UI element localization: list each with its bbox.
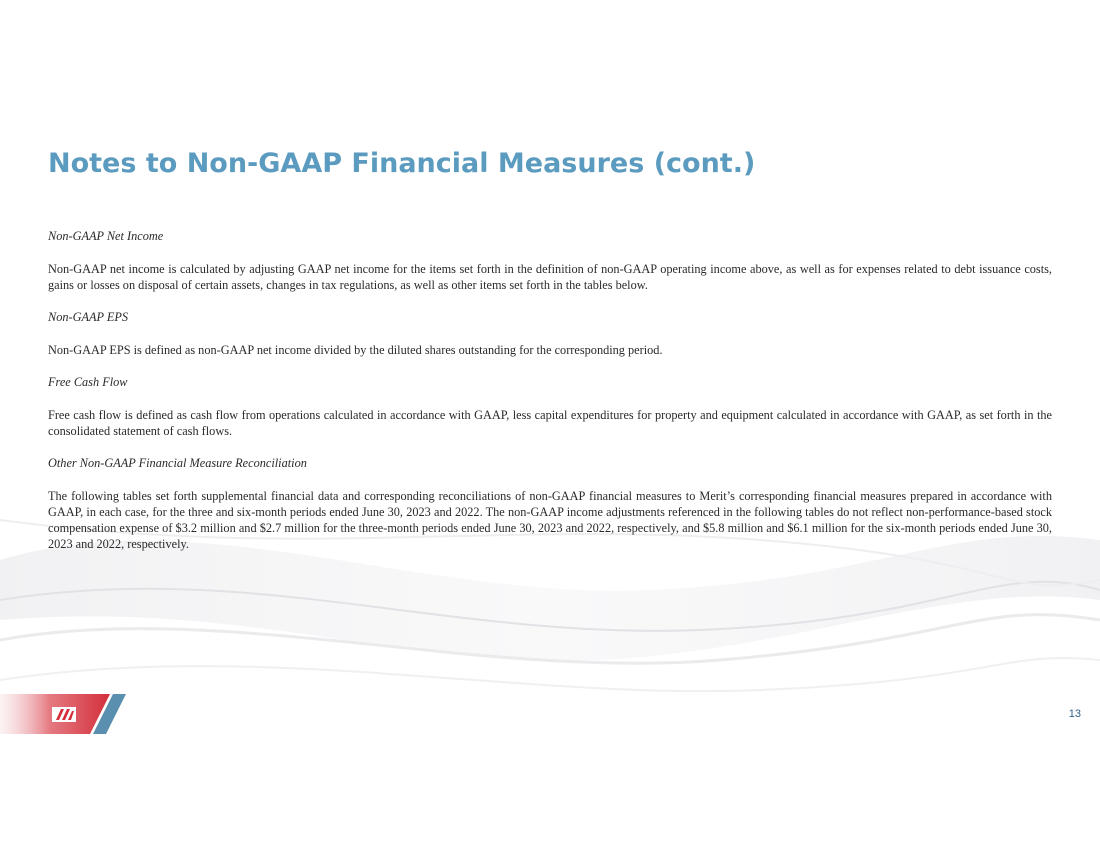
page-number: 13 xyxy=(1068,708,1081,720)
page-title: Notes to Non-GAAP Financial Measures (cont.) xyxy=(48,148,756,179)
notes-content xyxy=(48,228,1052,552)
section-body: Free cash flow is defined as cash flow from operations calculated in accordance with GAAP, less capital expenditures for property and equipment calculated in accordance with GAAP, as set forth in the consolidated statement of cash flows. xyxy=(48,408,1052,438)
section-heading: Free Cash Flow xyxy=(48,375,128,389)
section-heading: Non-GAAP Net Income xyxy=(48,229,164,243)
section-reconciliation xyxy=(48,455,1052,552)
section-net-income xyxy=(48,228,1052,293)
section-body: Non-GAAP EPS is defined as non-GAAP net income divided by the diluted shares outstanding for the corresponding period. xyxy=(48,343,663,357)
section-free-cash-flow xyxy=(48,374,1052,439)
section-body: The following tables set forth supplemental financial data and corresponding reconciliations of non-GAAP financial measures to Merit’s corresponding financial measures prepared in accordance with GAAP, in each case, for the three and six-month periods ended June 30, 2023 and 2022. The non-GAAP income adjustments referenced in the following tables do not reflect non-performance-based stock compensation expense of $3.2 million and $2.7 million for the three-month periods ended June 30, 2023 and 2022, respectively, and $5.8 million and $6.1 million for the six-month periods ended June 30, 2023 and 2022, respectively. xyxy=(48,489,1052,551)
merit-logo-icon xyxy=(52,707,76,722)
section-body: Non-GAAP net income is calculated by adjusting GAAP net income for the items set forth in the definition of non-GAAP operating income above, as well as for expenses related to debt issuance costs, gains or losses on disposal of certain assets, changes in tax regulations, as well as other items set forth in the tables below. xyxy=(48,262,1052,292)
section-heading: Other Non-GAAP Financial Measure Reconciliation xyxy=(48,456,307,470)
footer-brand-bar xyxy=(0,694,130,734)
section-heading: Non-GAAP EPS xyxy=(48,310,129,324)
section-eps xyxy=(48,309,1052,358)
